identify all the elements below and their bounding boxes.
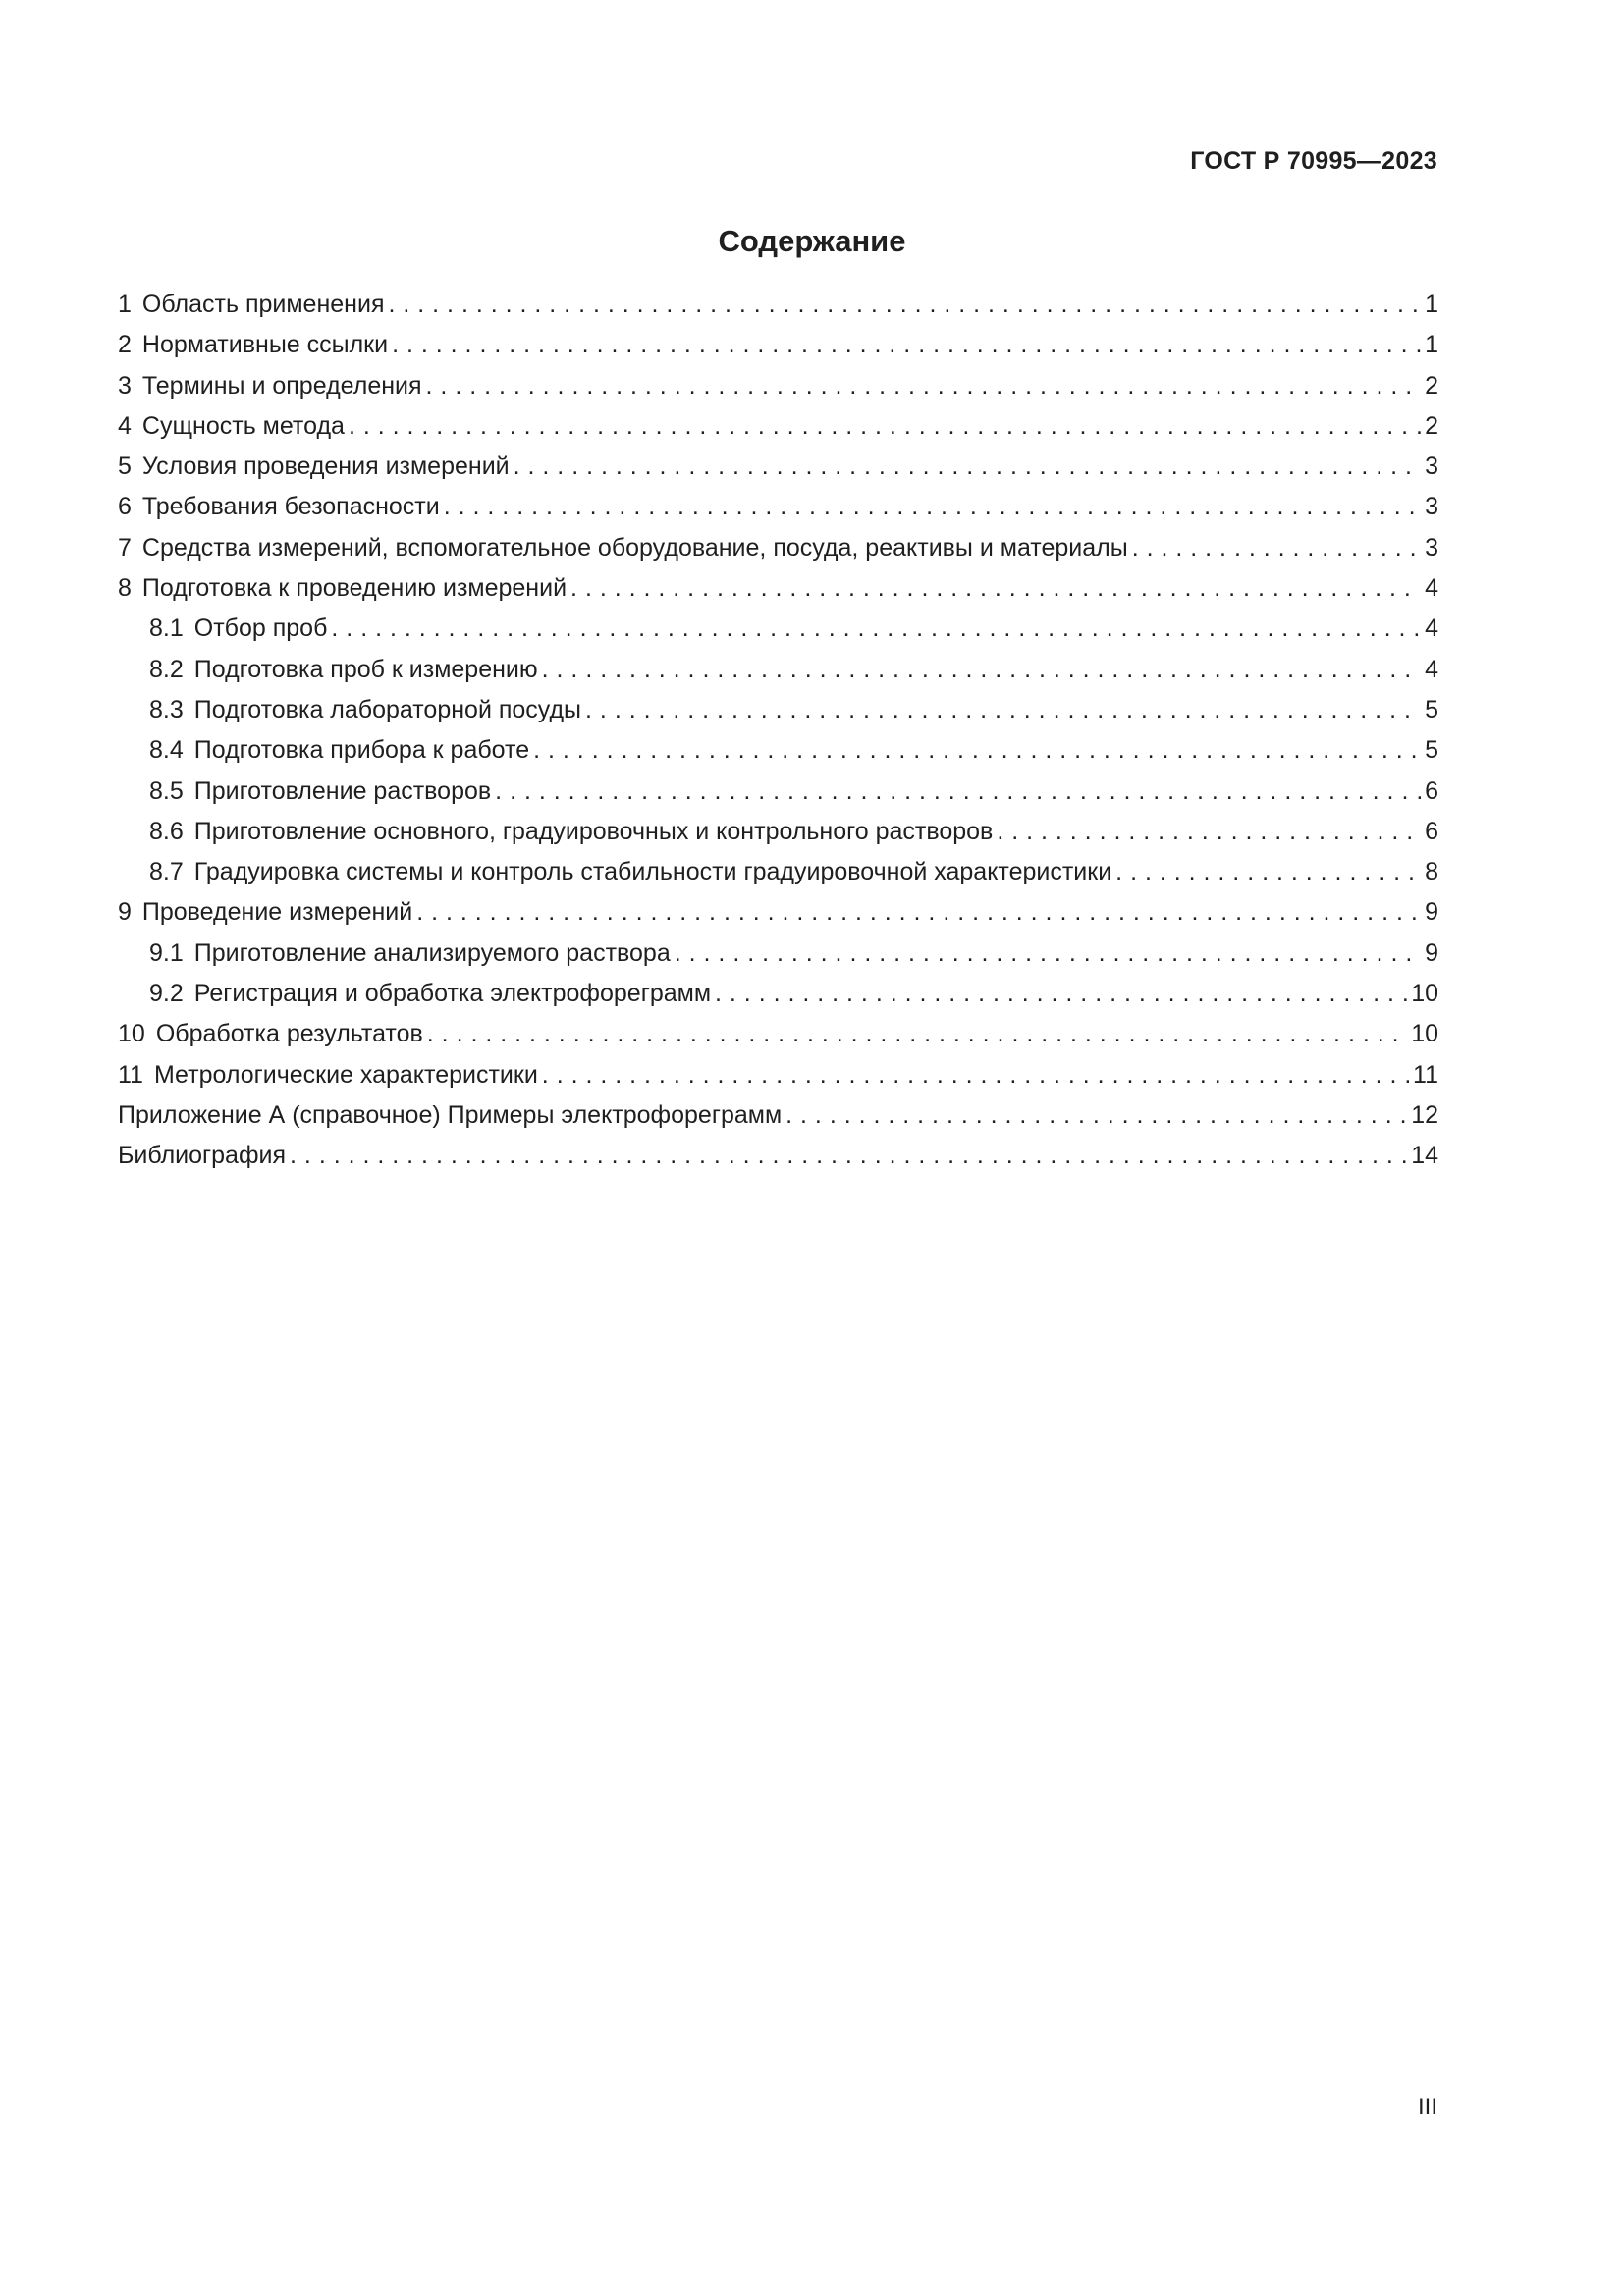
toc-entry-page: 10: [1411, 980, 1438, 1008]
toc-entry-title: Приложение А (справочное) Примеры электрофореграмм: [118, 1100, 783, 1129]
toc-leader-dots: [331, 609, 1421, 649]
toc-entry-11[interactable]: [118, 1055, 1438, 1095]
toc-title: Содержание: [718, 224, 906, 258]
toc-leader-dots: [542, 650, 1421, 690]
toc-entry-page: 2: [1425, 371, 1438, 400]
toc-entry-7[interactable]: [118, 528, 1438, 568]
toc-entry-page: 3: [1425, 453, 1438, 481]
toc-entry-number: 2: [118, 331, 132, 359]
toc-entry-number: 9.1: [149, 938, 184, 967]
toc-leader-dots: [715, 974, 1407, 1014]
toc-entry-page: 12: [1411, 1100, 1438, 1129]
toc-entry-8-7[interactable]: [118, 852, 1438, 892]
toc-entry-number: 8.5: [149, 776, 184, 805]
toc-entry-appendix-a[interactable]: [118, 1095, 1438, 1136]
toc-entry-8[interactable]: [118, 568, 1438, 609]
toc-entry-8-4[interactable]: [118, 730, 1438, 771]
toc-entry-title: Подготовка лабораторной посуды: [193, 695, 582, 723]
toc-entry-number: 6: [118, 493, 132, 521]
toc-entry-8-6[interactable]: [118, 812, 1438, 852]
toc-entry-page: 5: [1425, 695, 1438, 723]
toc-entry-6[interactable]: [118, 487, 1438, 527]
toc-entry-title: Подготовка прибора к работе: [193, 736, 530, 765]
toc-entry-title: Приготовление анализируемого раствора: [193, 938, 671, 967]
toc-entry-number: 8.6: [149, 817, 184, 845]
toc-entry-8-5[interactable]: [118, 772, 1438, 812]
toc-leader-dots: [444, 487, 1421, 527]
toc-entry-number: 10: [118, 1020, 145, 1048]
toc-entry-title: Подготовка проб к измерению: [193, 655, 538, 683]
toc-entry-page: 4: [1425, 655, 1438, 683]
page-number: III: [1417, 2094, 1437, 2120]
toc-entry-page: 10: [1411, 1020, 1438, 1048]
toc-entry-title: Проведение измерений: [141, 898, 413, 927]
toc-entry-number: 7: [118, 533, 132, 561]
toc-entry-title: Отбор проб: [193, 614, 328, 643]
toc-entry-title: Библиография: [118, 1142, 287, 1170]
toc-entry-title: Нормативные ссылки: [141, 331, 389, 359]
toc-entry-page: 6: [1425, 817, 1438, 845]
toc-entry-8-3[interactable]: [118, 690, 1438, 730]
toc-entry-title: Термины и определения: [141, 371, 422, 400]
toc-entry-number: 8.7: [149, 858, 184, 886]
toc-entry-title: Требования безопасности: [141, 493, 440, 521]
toc-entry-title: Регистрация и обработка электрофореграмм: [193, 980, 712, 1008]
toc-entry-1[interactable]: [118, 285, 1438, 325]
toc-entry-title: Градуировка системы и контроль стабильности градуировочной характеристики: [193, 858, 1112, 886]
toc-leader-dots: [416, 892, 1421, 933]
toc-entry-number: 8: [118, 574, 132, 603]
toc-leader-dots: [514, 447, 1421, 487]
toc-leader-dots: [533, 730, 1421, 771]
toc-entry-9-2[interactable]: [118, 974, 1438, 1014]
toc-entry-page: 3: [1425, 533, 1438, 561]
toc-leader-dots: [997, 812, 1421, 852]
toc-entry-page: 5: [1425, 736, 1438, 765]
toc-leader-dots: [570, 568, 1421, 609]
toc-entry-page: 3: [1425, 493, 1438, 521]
toc-entry-page: 2: [1425, 411, 1438, 440]
standard-identifier: ГОСТ Р 70995—2023: [1190, 147, 1437, 175]
toc-entry-number: 8.1: [149, 614, 184, 643]
toc-leader-dots: [290, 1136, 1407, 1176]
toc-entry-10[interactable]: [118, 1014, 1438, 1054]
toc-entry-page: 4: [1425, 614, 1438, 643]
toc-leader-dots: [542, 1055, 1409, 1095]
toc-entry-9-1[interactable]: [118, 934, 1438, 974]
toc-entry-title: Подготовка к проведению измерений: [141, 574, 568, 603]
toc-leader-dots: [427, 1014, 1407, 1054]
toc-entry-number: 8.2: [149, 655, 184, 683]
toc-entry-9[interactable]: [118, 892, 1438, 933]
toc-entry-5[interactable]: [118, 447, 1438, 487]
toc-entry-number: 8.4: [149, 736, 184, 765]
toc-entry-title: Область применения: [141, 291, 385, 318]
toc-entry-page: 14: [1411, 1142, 1438, 1170]
toc-entry-page: 1: [1425, 331, 1438, 359]
toc-entry-page: 1: [1425, 291, 1438, 318]
toc-entry-2[interactable]: [118, 325, 1438, 365]
toc-leader-dots: [495, 772, 1421, 812]
toc-leader-dots: [388, 285, 1421, 325]
toc-entry-page: 9: [1425, 938, 1438, 967]
toc-leader-dots: [675, 934, 1421, 974]
toc-entry-bibliography[interactable]: [118, 1136, 1438, 1176]
toc-leader-dots: [1115, 852, 1421, 892]
toc-entry-number: 9: [118, 898, 132, 927]
toc-entry-4[interactable]: [118, 406, 1438, 447]
toc-entry-title: Метрологические характеристики: [153, 1060, 538, 1089]
toc-entry-number: 8.3: [149, 695, 184, 723]
toc-leader-dots: [426, 366, 1422, 406]
toc-entry-page: 11: [1413, 1060, 1438, 1089]
toc-entry-number: 5: [118, 453, 132, 481]
toc-entry-8-2[interactable]: [118, 650, 1438, 690]
toc-leader-dots: [392, 325, 1421, 365]
toc-entry-page: 6: [1425, 776, 1438, 805]
toc-entry-page: 8: [1425, 858, 1438, 886]
toc-entry-title: Средства измерений, вспомогательное оборудование, посуда, реактивы и материалы: [141, 533, 1128, 561]
table-of-contents: [118, 285, 1438, 1177]
toc-entry-number: 4: [118, 411, 132, 440]
toc-leader-dots: [585, 690, 1421, 730]
toc-leader-dots: [785, 1095, 1407, 1136]
toc-leader-dots: [349, 406, 1421, 447]
toc-entry-title: Приготовление растворов: [193, 776, 492, 805]
toc-entry-number: 11: [118, 1060, 143, 1089]
toc-entry-number: 3: [118, 371, 132, 400]
toc-entry-title: Обработка результатов: [155, 1020, 423, 1048]
toc-entry-title: Приготовление основного, градуировочных и контрольного растворов: [193, 817, 994, 845]
toc-entry-number: 1: [118, 291, 132, 318]
toc-leader-dots: [1132, 528, 1421, 568]
toc-entry-page: 9: [1425, 898, 1438, 927]
toc-entry-page: 4: [1425, 574, 1438, 603]
toc-entry-title: Условия проведения измерений: [141, 453, 510, 481]
toc-entry-number: 9.2: [149, 980, 184, 1008]
toc-entry-3[interactable]: [118, 366, 1438, 406]
toc-entry-8-1[interactable]: [118, 609, 1438, 649]
toc-entry-title: Сущность метода: [141, 411, 345, 440]
